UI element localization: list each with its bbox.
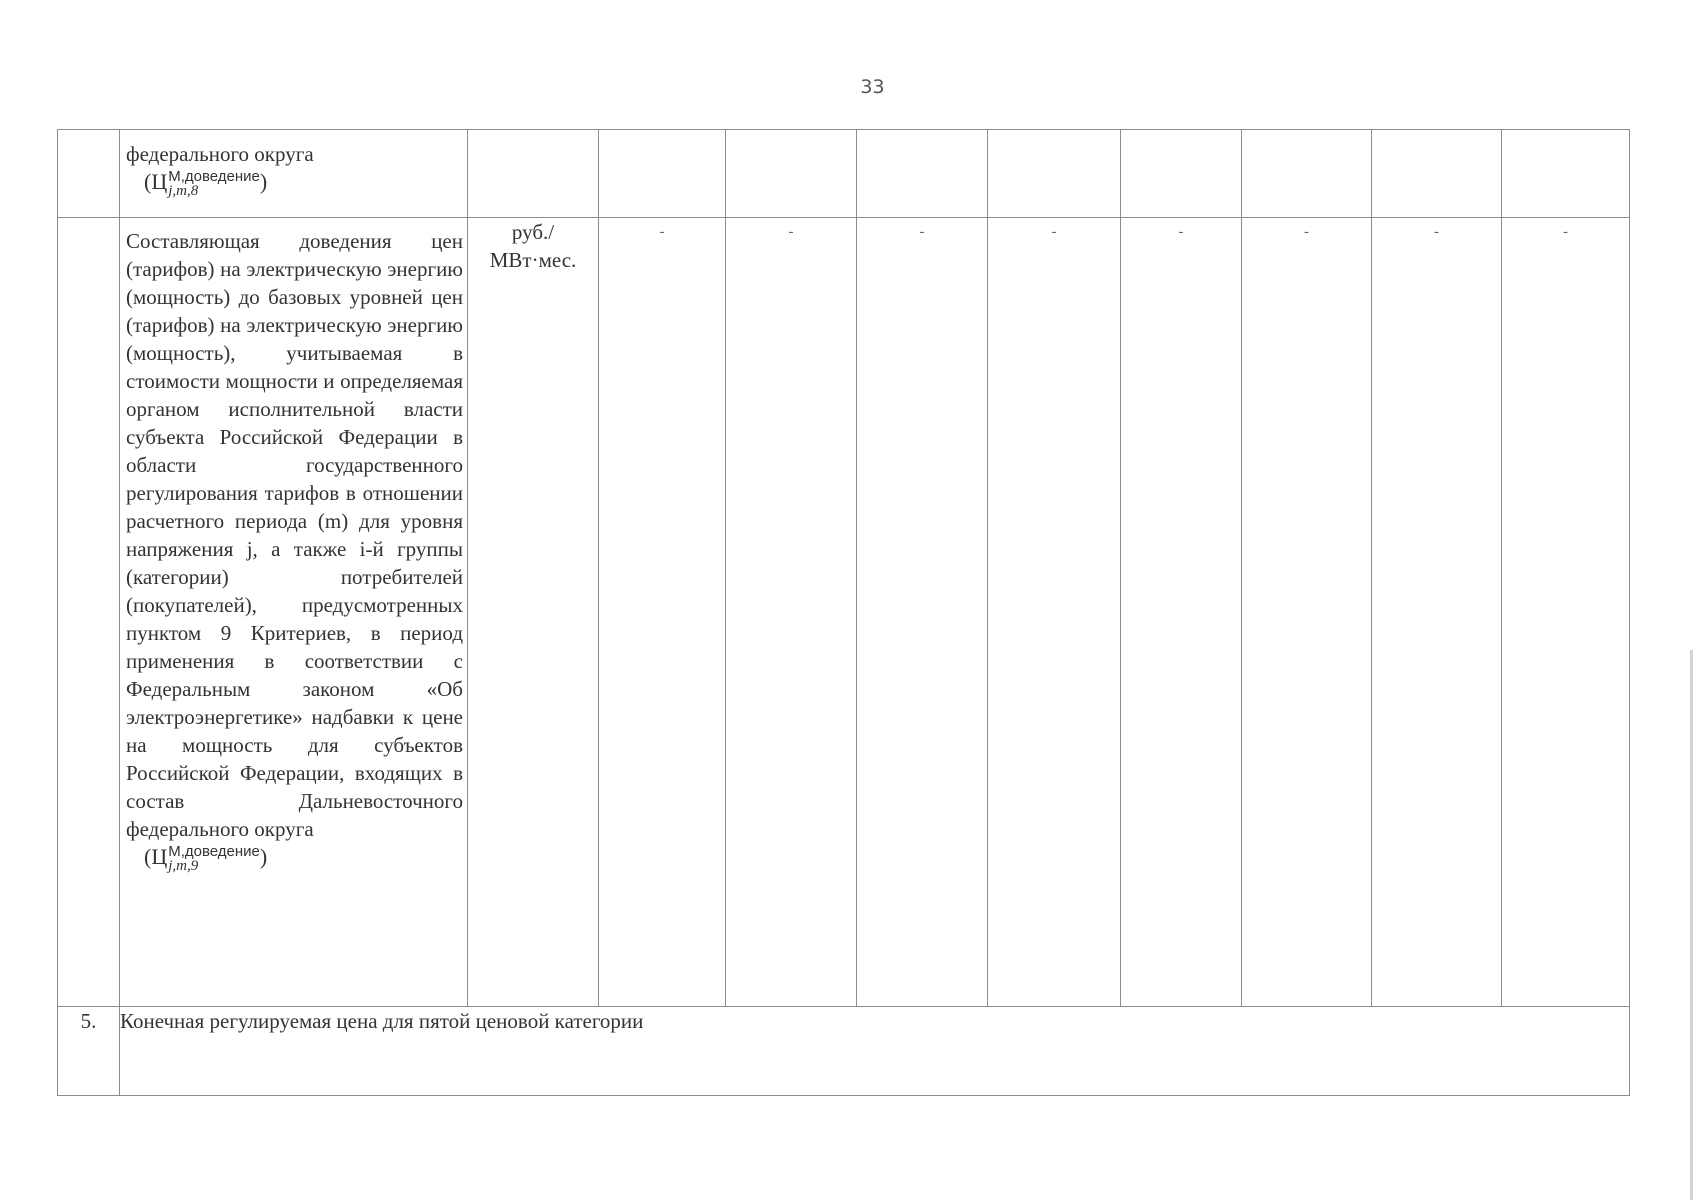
value-cell: [1242, 130, 1372, 218]
value-cell: -: [857, 218, 988, 1007]
value-cell: -: [1242, 218, 1372, 1007]
value-cell: [1502, 130, 1630, 218]
unit-cell: руб./ МВт·мес.: [468, 218, 599, 1007]
value-cell: [857, 130, 988, 218]
continuation-text: федерального округа: [126, 142, 314, 166]
value-cell: [726, 130, 857, 218]
formula-label: (Ц М,доведение j,m,9 ): [144, 842, 268, 874]
value-cell: -: [1502, 218, 1630, 1007]
value-cell: [988, 130, 1121, 218]
page-number: 33: [860, 76, 885, 98]
value-cell: -: [1121, 218, 1242, 1007]
value-cell: [1372, 130, 1502, 218]
value-cell: -: [599, 218, 726, 1007]
table-row-continuation: [58, 130, 1630, 218]
value-cell: -: [1372, 218, 1502, 1007]
unit-cell: [468, 130, 599, 218]
table-row-component: [58, 218, 1630, 1007]
value-cell: [1121, 130, 1242, 218]
value-cell: -: [988, 218, 1121, 1007]
formula-label: (Ц М,доведение j,m,8 ): [144, 167, 268, 199]
component-description: Составляющая доведения цен (тарифов) на электрическую энергию (мощность) до базовых уровней цен (тарифов) на электрическую энергию (мощность), учитываемая в стоимости мощности и определяемая органом исполнительной власти субъекта Российской Федерации в области государственного регулирования тарифов в отношении расчетного периода (m) для уровня напряжения j, а также i-й группы (категории) потребителей (покупателей), предусмотренных пунктом 9 Критериев, в период применения в соответствии с Федеральным законом «Об электроэнергетике» надбавки к цене на мощность для субъектов Российской Федерации, входящих в состав Дальневосточного федерального округа: [126, 229, 463, 841]
value-cell: [599, 130, 726, 218]
section-number: 5.: [58, 1007, 120, 1096]
tariff-table: [57, 129, 1630, 1096]
value-cell: -: [726, 218, 857, 1007]
number-cell: [58, 130, 120, 218]
description-cell: [120, 130, 468, 218]
description-cell: [120, 218, 468, 1007]
table-row-section: [58, 1007, 1630, 1096]
scan-edge-shadow: [1690, 650, 1693, 1200]
section-title: Конечная регулируемая цена для пятой ценовой категории: [120, 1007, 1630, 1096]
number-cell: [58, 218, 120, 1007]
